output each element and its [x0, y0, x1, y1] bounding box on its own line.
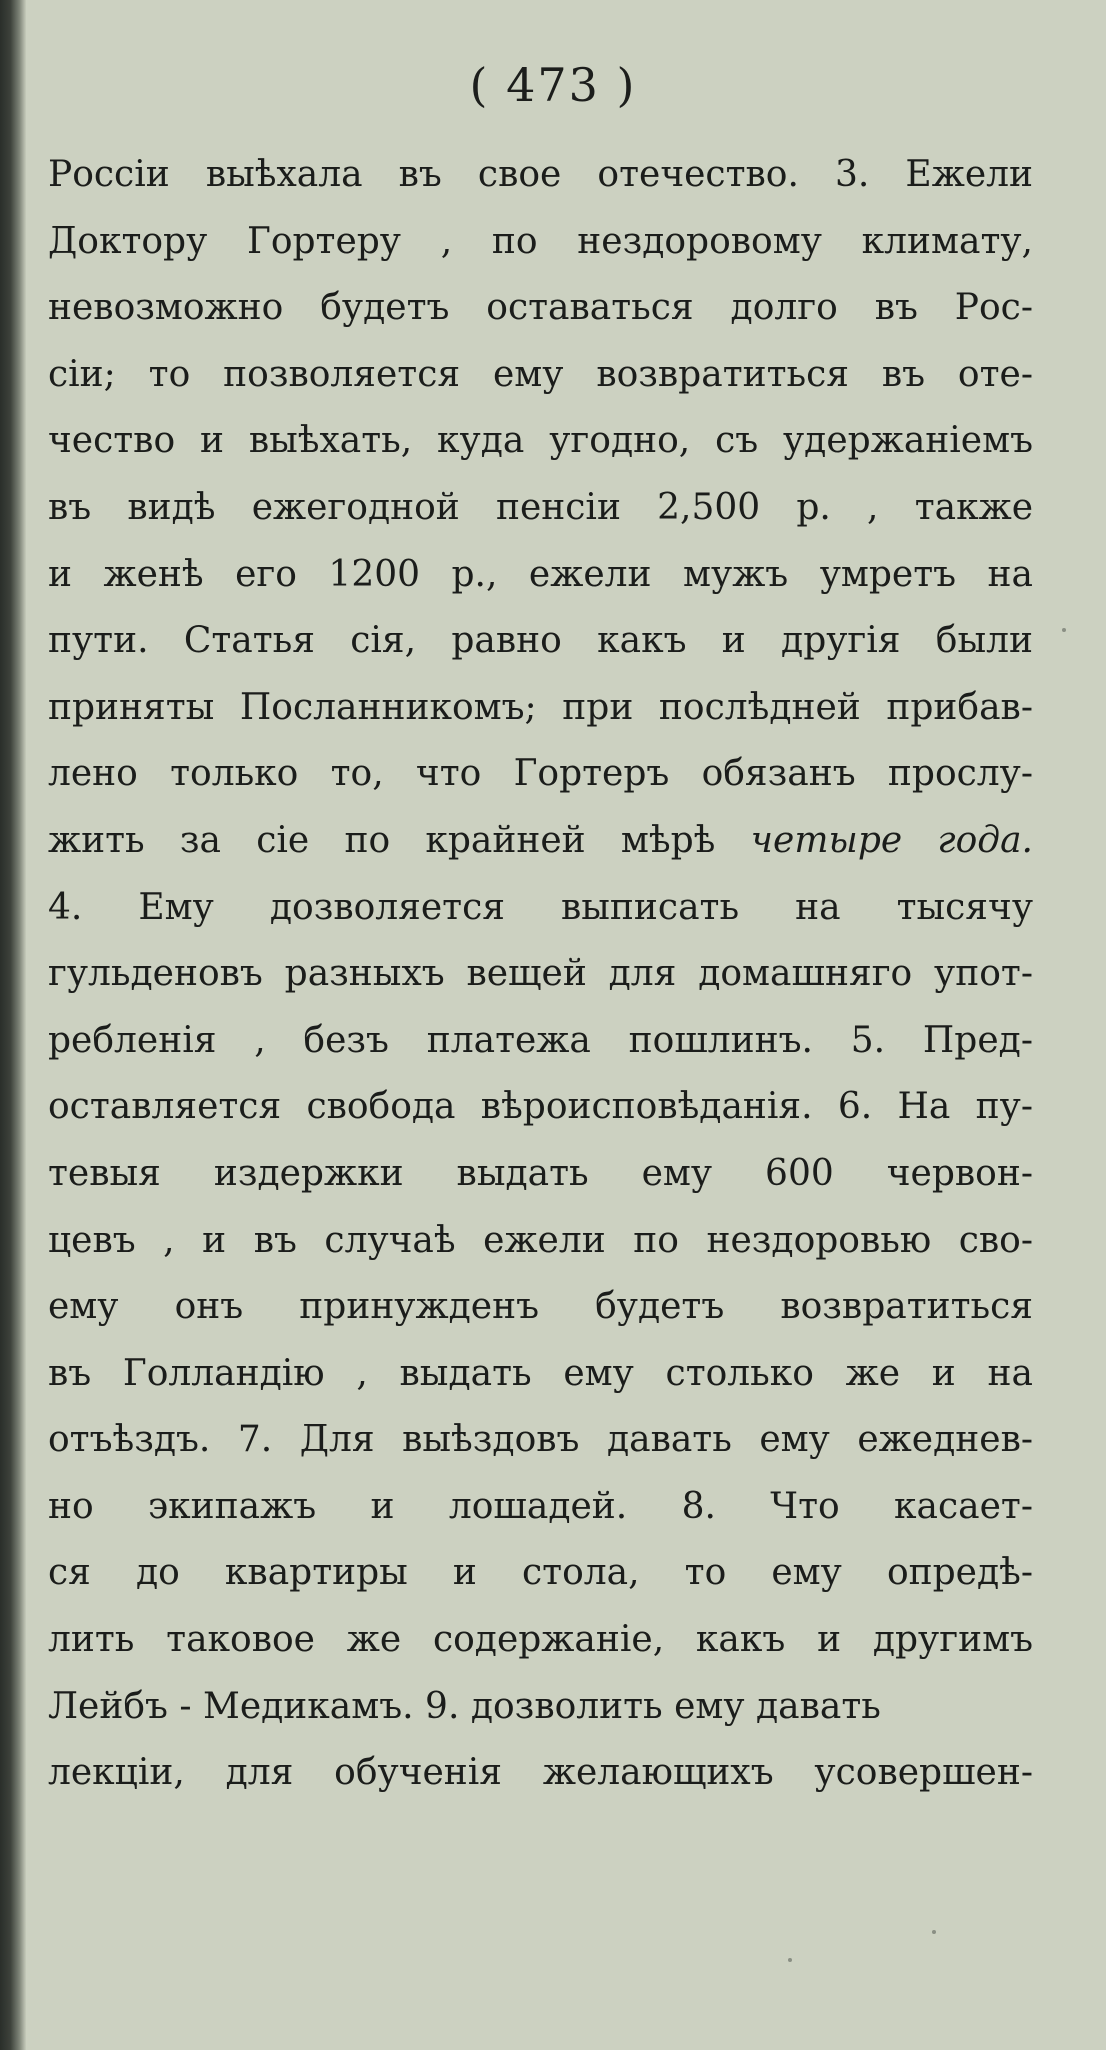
text-line	[48, 475, 1033, 542]
text-line-content: но экипажъ и лошадей. 8. Что касает-	[48, 1485, 1033, 1527]
book-binding-shadow	[0, 0, 26, 2050]
text-line	[48, 1341, 1033, 1408]
paper-speck	[1062, 628, 1066, 632]
text-line	[48, 808, 1033, 875]
text-line-content: лекціи, для обученія желающихъ усовершен-	[48, 1752, 1033, 1794]
text-line	[48, 1141, 1033, 1208]
text-line	[48, 1674, 1033, 1741]
text-line-content: тевыя издержки выдать ему 600 червон-	[48, 1152, 1033, 1194]
text-line-content: ся до квартиры и стола, то ему опредѣ-	[48, 1552, 1033, 1594]
text-line	[48, 1208, 1033, 1275]
text-line-content: пути. Статья сія, равно какъ и другія были	[48, 620, 1033, 662]
text-line-content: и женѣ его 1200 р., ежели мужъ умретъ на	[48, 553, 1033, 595]
text-line	[48, 675, 1033, 742]
text-line-content: отъѣздъ. 7. Для выѣздовъ давать ему ежеднев-	[48, 1419, 1033, 1461]
text-line-content: приняты Посланникомъ; при послѣдней прибав-	[48, 686, 1033, 728]
text-line	[48, 209, 1033, 276]
text-line	[48, 1474, 1033, 1541]
paper-speck	[788, 1958, 792, 1962]
text-line-content: сіи; то позволяется ему возвратиться въ оте-	[48, 353, 1033, 395]
text-line	[48, 1074, 1033, 1141]
text-line	[48, 542, 1033, 609]
text-line-content: Доктору Гортеру , по нездоровому климату,	[48, 220, 1033, 262]
text-line-content: лить таковое же содержаніе, какъ и другимъ	[48, 1619, 1033, 1661]
text-line	[48, 142, 1033, 209]
text-line	[48, 1407, 1033, 1474]
text-line	[48, 408, 1033, 475]
text-line-content: въ Голландію , выдать ему столько же и на	[48, 1352, 1033, 1394]
paper-speck	[932, 1930, 936, 1934]
text-line-content: Россіи выѣхала въ свое отечество. 3. Ежели	[48, 154, 1033, 195]
text-line-content: невозможно будетъ оставаться долго въ Рос-	[48, 287, 1033, 329]
text-line-content: чество и выѣхать, куда угодно, съ удержаніемъ	[48, 420, 1033, 462]
italic-phrase: четыре года.	[750, 819, 1033, 861]
text-line-content: лено только то, что Гортеръ обязанъ прослу-	[48, 753, 1033, 795]
text-line	[48, 1274, 1033, 1341]
text-line	[48, 342, 1033, 409]
text-line-content: Лейбъ - Медикамъ. 9. дозволить ему давать	[48, 1685, 881, 1727]
text-line-content: оставляется свобода вѣроисповѣданія. 6. На пу-	[48, 1086, 1033, 1128]
text-line	[48, 875, 1033, 942]
text-line	[48, 608, 1033, 675]
text-line-content: ему онъ принужденъ будетъ возвратиться	[48, 1286, 1033, 1328]
text-line	[48, 1008, 1033, 1075]
body-text	[48, 142, 1033, 1807]
text-line-content: въ видѣ ежегодной пенсіи 2,500 р. , также	[48, 486, 1033, 528]
text-line-content: жить за сіе по крайней мѣрѣ	[48, 819, 751, 861]
text-line-content: 4. Ему дозволяется выписать на тысячу	[48, 886, 1033, 928]
text-line	[48, 275, 1033, 342]
page-number: ( 473 )	[469, 58, 637, 112]
text-line	[48, 1740, 1033, 1807]
text-line-content: ребленія , безъ платежа пошлинъ. 5. Пред-	[48, 1019, 1033, 1061]
text-line	[48, 1607, 1033, 1674]
text-line-content: гульденовъ разныхъ вещей для домашняго упот-	[48, 953, 1033, 995]
text-line	[48, 941, 1033, 1008]
text-line	[48, 741, 1033, 808]
text-line	[48, 1540, 1033, 1607]
text-line-content: цевъ , и въ случаѣ ежели по нездоровью сво-	[48, 1219, 1033, 1261]
